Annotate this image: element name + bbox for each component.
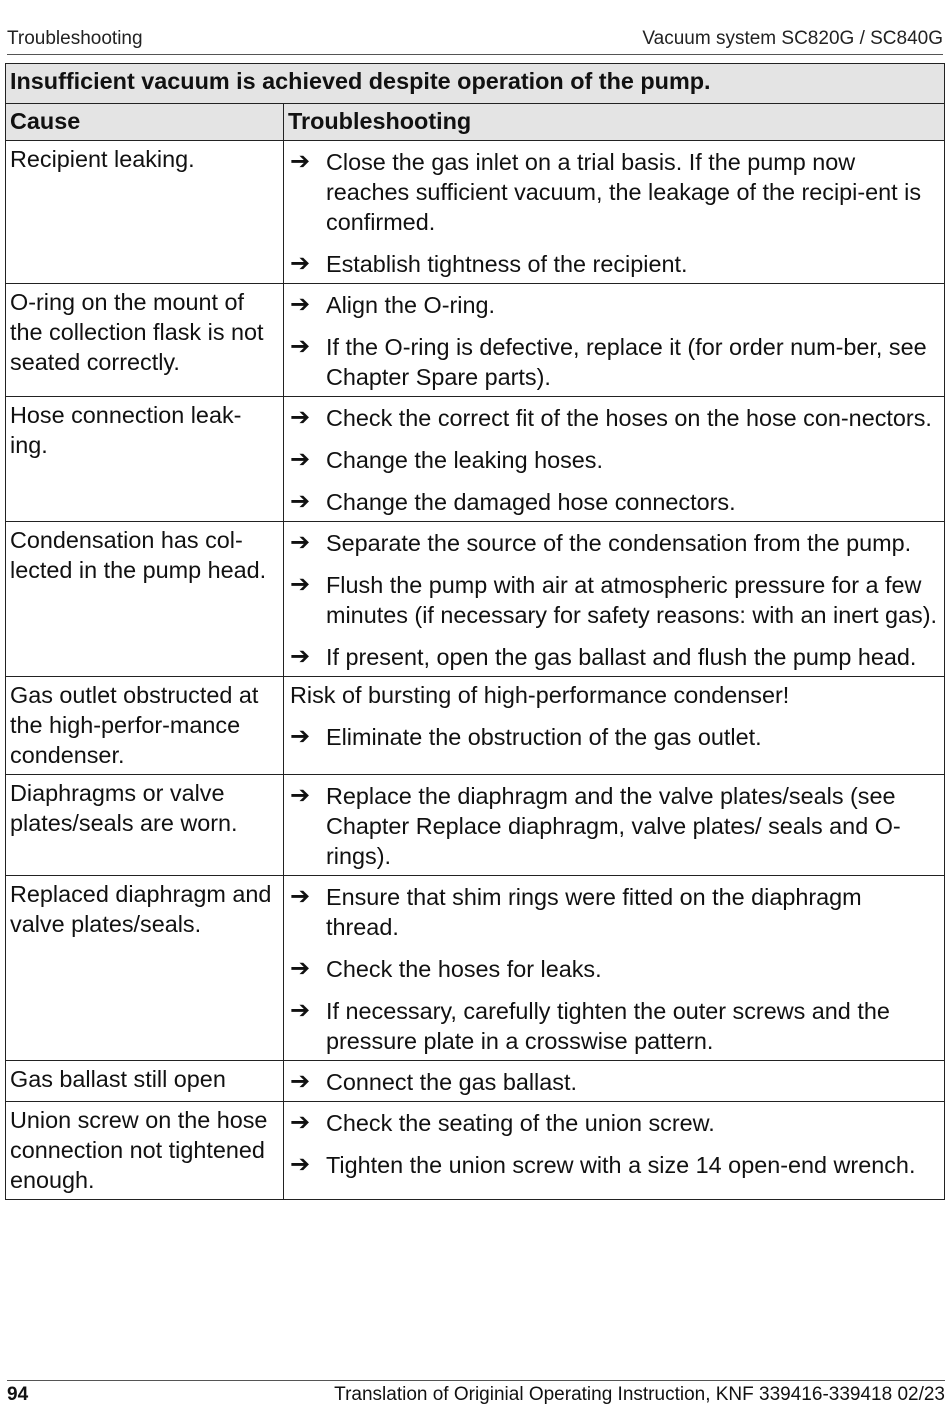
arrow-right-icon: ➔ [290,997,311,1024]
arrow-right-icon: ➔ [290,1068,311,1095]
arrow-right-icon: ➔ [290,1151,311,1178]
table-title: Insufficient vacuum is achieved despite operation of the pump. [6,64,945,104]
step-text: Connect the gas ballast. [326,1069,577,1095]
cause-cell: Recipient leaking. [6,141,284,284]
table-row [6,876,945,1061]
troubleshooting-step [290,642,940,672]
cause-cell: Gas ballast still open [6,1061,284,1102]
arrow-right-icon: ➔ [290,643,311,670]
step-text: If present, open the gas ballast and flush the pump head. [326,644,917,670]
step-text: Close the gas inlet on a trial basis. If the pump now reaches sufficient vacuum, the leakage of the recipi-ent is confirmed. [326,149,922,235]
troubleshooting-step [290,528,940,558]
arrow-right-icon: ➔ [290,488,311,515]
arrow-right-icon: ➔ [290,1109,311,1136]
step-text: Flush the pump with air at atmospheric pressure for a few minutes (if necessary for safety reasons: with an inert gas). [326,572,938,628]
step-text: Tighten the union screw with a size 14 open-end wrench. [326,1152,916,1178]
arrow-right-icon: ➔ [290,955,311,982]
table-row [6,397,945,522]
troubleshooting-cell [284,1061,945,1102]
troubleshooting-step [290,147,940,237]
troubleshooting-step [290,722,940,752]
column-header-troubleshooting: Troubleshooting [284,104,945,141]
cause-cell: Hose connection leak-ing. [6,397,284,522]
cause-cell: Union screw on the hose connection not tightened enough. [6,1102,284,1200]
troubleshooting-cell [284,1102,945,1200]
arrow-right-icon: ➔ [290,782,311,809]
troubleshooting-cell [284,876,945,1061]
troubleshooting-step [290,403,940,433]
cause-cell: Condensation has col-lected in the pump head. [6,522,284,677]
page-header [7,28,943,55]
table-row [6,775,945,876]
step-text: Eliminate the obstruction of the gas outlet. [326,724,762,750]
troubleshooting-step [290,487,940,517]
troubleshooting-step [290,445,940,475]
troubleshooting-cell [284,677,945,775]
arrow-right-icon: ➔ [290,723,311,750]
arrow-right-icon: ➔ [290,148,311,175]
step-text: Check the seating of the union screw. [326,1110,715,1136]
table-row [6,1061,945,1102]
troubleshooting-step [290,332,940,392]
troubleshooting-step [290,882,940,942]
step-text: Align the O-ring. [326,292,496,318]
page-number: 94 [7,1384,29,1405]
step-text: Replace the diaphragm and the valve plates/seals (see Chapter Replace diaphragm, valve plates/ seals and O-rings). [326,783,901,869]
section-title: Troubleshooting [7,28,143,49]
troubleshooting-step [290,570,940,630]
cause-cell: Diaphragms or valve plates/seals are worn. [6,775,284,876]
step-text: Establish tightness of the recipient. [326,251,688,277]
troubleshooting-cell [284,522,945,677]
cause-cell: Gas outlet obstructed at the high-perfor-mance condenser. [6,677,284,775]
troubleshooting-step [290,1067,940,1097]
table-row [6,1102,945,1200]
arrow-right-icon: ➔ [290,250,311,277]
arrow-right-icon: ➔ [290,446,311,473]
page-footer [7,1380,945,1405]
step-text: Change the leaking hoses. [326,447,603,473]
arrow-right-icon: ➔ [290,529,311,556]
product-title: Vacuum system SC820G / SC840G [642,28,943,49]
troubleshooting-table [5,63,945,1200]
troubleshooting-cell [284,141,945,284]
troubleshooting-step [290,954,940,984]
troubleshooting-cell [284,284,945,397]
table-row [6,141,945,284]
document-reference: Translation of Originial Operating Instruction, KNF 339416-339418 02/23 [334,1384,945,1405]
step-text: Check the hoses for leaks. [326,956,602,982]
arrow-right-icon: ➔ [290,333,311,360]
step-text: If necessary, carefully tighten the outer screws and the pressure plate in a crosswise pattern. [326,998,890,1054]
step-text: Change the damaged hose connectors. [326,489,736,515]
arrow-right-icon: ➔ [290,404,311,431]
troubleshooting-cell [284,397,945,522]
troubleshooting-step [290,996,940,1056]
arrow-right-icon: ➔ [290,571,311,598]
troubleshooting-step [290,1108,940,1138]
troubleshooting-step [290,781,940,871]
arrow-right-icon: ➔ [290,883,311,910]
step-text: Ensure that shim rings were fitted on the diaphragm thread. [326,884,862,940]
table-row [6,522,945,677]
arrow-right-icon: ➔ [290,291,311,318]
troubleshooting-step [290,290,940,320]
column-header-cause: Cause [6,104,284,141]
troubleshooting-cell [284,775,945,876]
troubleshooting-step [290,249,940,279]
cause-cell: Replaced diaphragm and valve plates/seals. [6,876,284,1061]
cause-cell: O-ring on the mount of the collection flask is not seated correctly. [6,284,284,397]
step-text: Check the correct fit of the hoses on the hose con-nectors. [326,405,932,431]
warning-note: Risk of bursting of high-performance condenser! [290,682,790,708]
troubleshooting-step [290,1150,940,1180]
step-text: Separate the source of the condensation from the pump. [326,530,912,556]
table-row [6,284,945,397]
table-row [6,677,945,775]
step-text: If the O-ring is defective, replace it (for order num-ber, see Chapter Spare parts). [326,334,927,390]
